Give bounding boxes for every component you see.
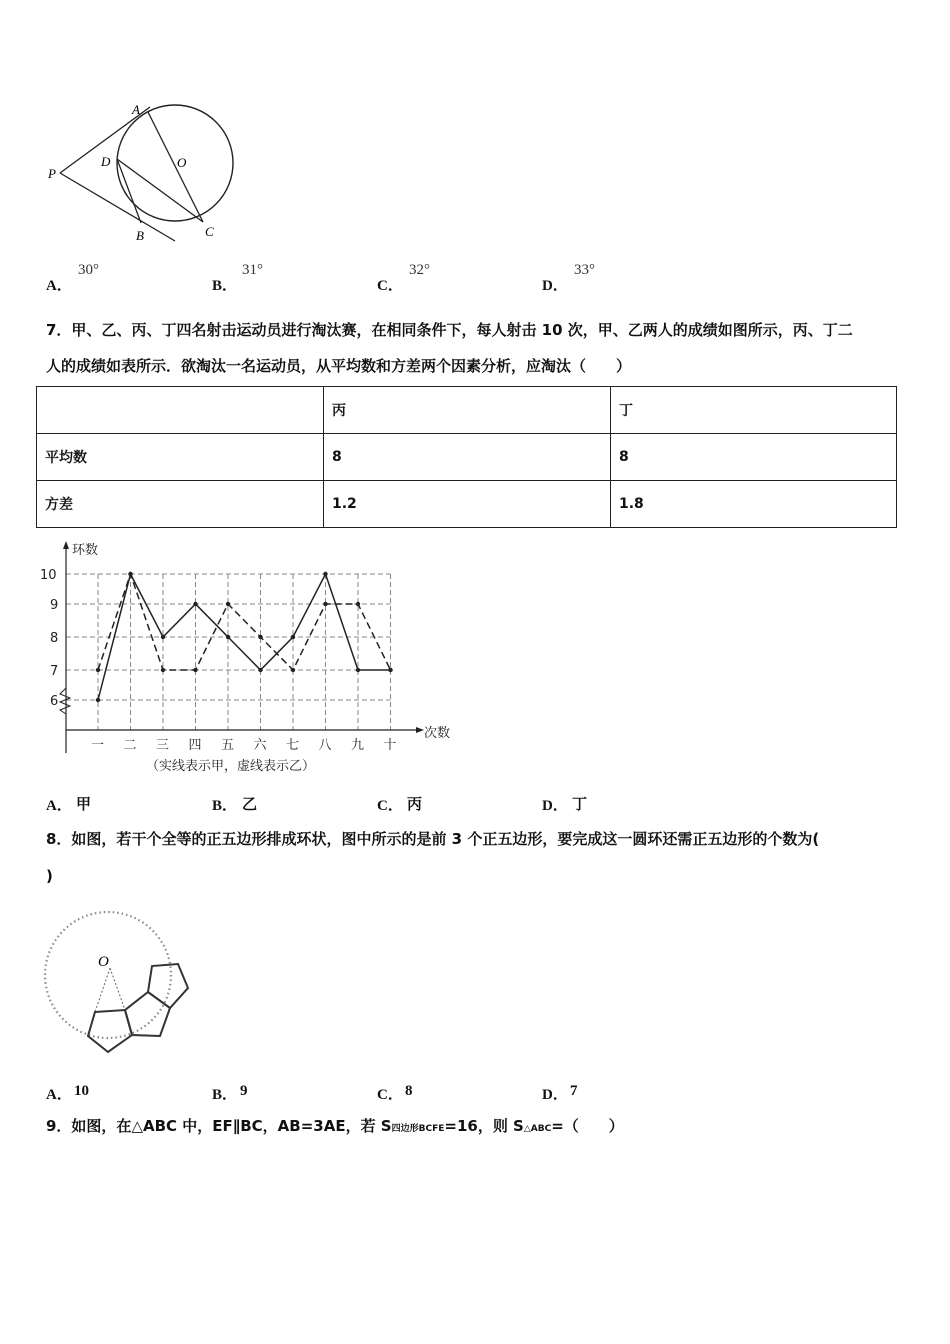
q7-option-b-value: 乙 <box>242 795 258 813</box>
q8-option-d-value: 7 <box>570 1083 578 1099</box>
q9-question <box>46 1116 624 1139</box>
table-cell: 1.2 <box>324 481 611 528</box>
table-header-cell: 丙 <box>324 387 611 434</box>
q6-option-b-value: 31° <box>242 262 263 278</box>
data-point <box>161 668 165 672</box>
q6-option-c-value: 32° <box>409 262 430 278</box>
q7-question-line1: 7．甲、乙、丙、丁四名射击运动员进行淘汰赛，在相同条件下，每人射击 10 次，甲、乙两人的成绩如图所示，丙、丁二 <box>46 321 853 339</box>
y-tick-label: 7 <box>50 664 59 679</box>
y-tick-label: 6 <box>50 694 59 709</box>
table-row <box>37 481 897 528</box>
table-row <box>37 434 897 481</box>
q7-option-a-value: 甲 <box>76 795 92 813</box>
table-cell: 平均数 <box>37 434 324 481</box>
q8-option-d-letter: D． <box>542 1087 568 1103</box>
data-point <box>128 572 132 576</box>
axis-break-zigzag <box>60 688 70 714</box>
q6-option-d-letter: D． <box>542 278 568 294</box>
table-header-row <box>37 387 897 434</box>
q6-option-c-letter: C． <box>377 278 403 294</box>
data-point <box>356 602 360 606</box>
data-point <box>161 635 165 639</box>
x-tick-label: 六 <box>253 738 267 753</box>
series-line-yi <box>98 574 391 670</box>
x-axis-arrow <box>416 727 424 733</box>
q6-label-C: C <box>205 224 214 239</box>
x-tick-label: 二 <box>123 738 137 753</box>
q6-label-O: O <box>177 155 187 170</box>
data-point <box>226 635 230 639</box>
x-tick-label: 十 <box>383 738 397 753</box>
q9-sub-triangle: △ABC <box>523 1124 552 1134</box>
q8-question-line2: ) <box>46 867 53 885</box>
q6-label-P: P <box>48 166 56 181</box>
score-line-chart <box>36 538 456 778</box>
q6-option-a-value: 30° <box>78 262 99 278</box>
data-point <box>96 698 100 702</box>
q8-question-line1: 8．如图，若干个全等的正五边形排成环状，图中所示的是前 3 个正五边形，要完成这一圆环还需正五边形的个数为( <box>46 830 820 848</box>
q8-option-b-letter: B． <box>212 1087 238 1103</box>
data-point <box>96 668 100 672</box>
q6-option-b-letter: B． <box>212 278 238 294</box>
y-axis-label: 环数 <box>72 543 99 558</box>
y-axis-arrow <box>63 541 69 549</box>
q9-text-c: =（ ） <box>551 1117 624 1135</box>
x-tick-label: 四 <box>188 738 202 753</box>
data-point <box>388 668 392 672</box>
data-point <box>356 668 360 672</box>
q6-option-a-letter: A． <box>46 278 72 294</box>
q7-option-a-letter: A． <box>46 798 72 814</box>
q8-pentagon-ring-figure <box>40 900 200 1060</box>
q7-score-table <box>36 386 897 528</box>
x-tick-label: 八 <box>318 738 332 753</box>
q8-option-b-value: 9 <box>240 1083 248 1099</box>
q7-option-c-value: 丙 <box>407 795 423 813</box>
q6-circle-figure <box>40 95 250 250</box>
data-point <box>193 668 197 672</box>
q7-option-d-letter: D． <box>542 798 568 814</box>
q8-label-O: O <box>98 954 109 970</box>
q7-option-d-value: 丁 <box>572 795 588 813</box>
data-point <box>323 602 327 606</box>
y-tick-label: 10 <box>40 568 57 583</box>
q7-option-b-letter: B． <box>212 798 238 814</box>
q6-option-d-value: 33° <box>574 262 595 278</box>
q7-options <box>46 794 646 816</box>
q8-option-c-letter: C． <box>377 1087 403 1103</box>
q9-sub-quad: 四边形BCFE <box>391 1124 445 1134</box>
x-tick-label: 一 <box>91 738 105 753</box>
table-cell: 8 <box>324 434 611 481</box>
q6-options <box>46 262 646 292</box>
data-point <box>226 602 230 606</box>
chart-caption: （实线表示甲，虚线表示乙） <box>146 759 316 774</box>
q7-option-c-letter: C． <box>377 798 403 814</box>
q6-label-D: D <box>101 154 111 169</box>
table-cell: 方差 <box>37 481 324 528</box>
y-tick-label: 8 <box>50 631 59 646</box>
table-header-cell: 丁 <box>611 387 897 434</box>
data-point <box>291 668 295 672</box>
q7-question-line2: 人的成绩如表所示．欲淘汰一名运动员，从平均数和方差两个因素分析，应淘汰（ ） <box>46 357 632 375</box>
q6-label-A: A <box>132 102 140 117</box>
x-tick-label: 三 <box>156 738 170 753</box>
x-axis-label: 次数 <box>424 726 451 741</box>
q8-option-c-value: 8 <box>405 1083 413 1099</box>
x-tick-label: 九 <box>351 738 365 753</box>
data-point <box>323 572 327 576</box>
x-tick-label: 七 <box>286 738 300 753</box>
x-tick-label: 五 <box>221 738 235 753</box>
y-tick-label: 9 <box>50 598 59 613</box>
data-point <box>193 602 197 606</box>
table-cell: 8 <box>611 434 897 481</box>
q9-text-b: =16，则 S <box>444 1117 524 1135</box>
q8-options <box>46 1083 646 1105</box>
data-point <box>291 635 295 639</box>
q8-option-a-letter: A． <box>46 1087 72 1103</box>
data-point <box>258 668 262 672</box>
table-header-cell <box>37 387 324 434</box>
q9-text-a: 9．如图，在△ABC 中，EF∥BC，AB=3AE，若 S <box>46 1117 392 1135</box>
q6-label-B: B <box>136 228 144 243</box>
q8-option-a-value: 10 <box>74 1083 89 1099</box>
data-point <box>258 635 262 639</box>
table-cell: 1.8 <box>611 481 897 528</box>
